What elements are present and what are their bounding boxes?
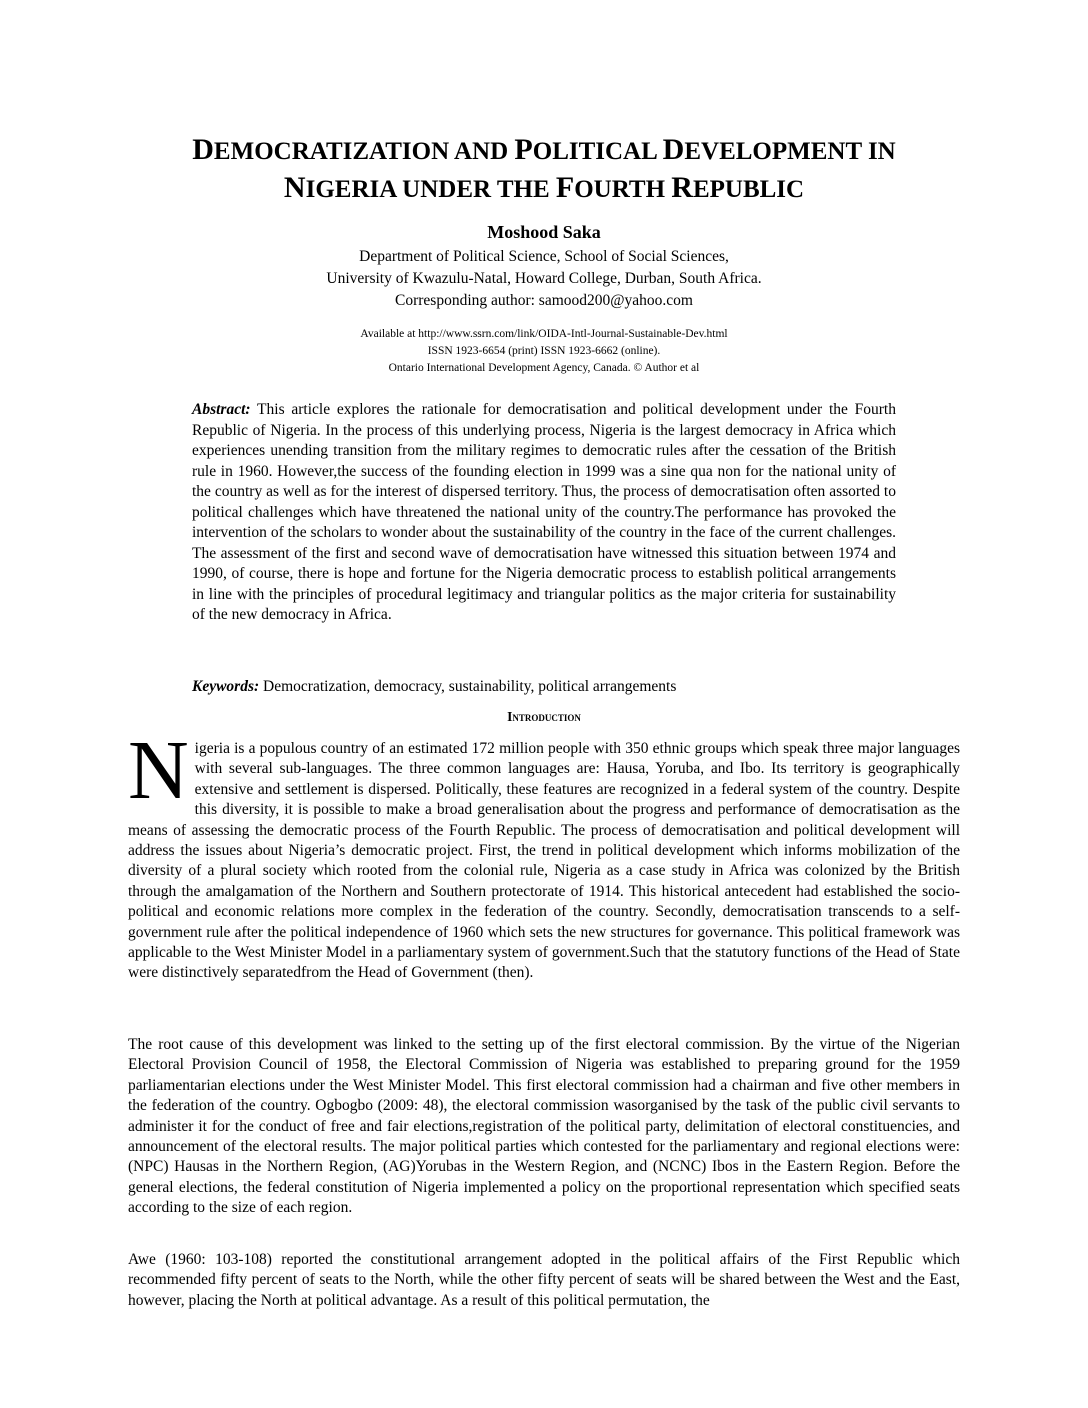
title-line-1	[120, 132, 968, 170]
keywords-text: Democratization, democracy, sustainability, political arrangements	[263, 678, 677, 695]
title-cap: D	[662, 133, 685, 166]
title-text: EVELOPMENT IN	[684, 138, 896, 165]
title-cap: F	[555, 171, 575, 204]
abstract-text: This article explores the rationale for democratisation and political development under the Fourth Republic of Nigeria. In the process of this underlying process, Nigeria is the largest democracy in Africa which experiences unending transition from the military regimes to democratic rules after the cessation of the British rule in 1960. However,the success of the founding election in 1999 was a sine qua non for the national unity of the country as well as for the interest of dispersed territory. Thus, the process of democratisation often assorted to political challenges which have threatened the national unity of the country.The performance has provoked the intervention of the scholars to wonder about the sustainability of the country in the face of the current challenges. The assessment of the first and second wave of democratisation have witnessed this situation between 1974 and 1990, of course, there is hope and fortune for the Nigeria democratic process to establish political arrangements in line with the principles of procedural legitimacy and triangular politics as the major criteria for sustainability of the new democracy in Africa.	[192, 401, 896, 623]
paragraph-text: igeria is a populous country of an estimated 172 million people with 350 ethnic groups which speak three major languages with several sub-languages. The three common languages are: Hausa, Yoruba, and Ibo. Its territory is geographically extensive and settlement is dispersed. Politically, these features are recognized in a federal system of the country. Despite this diversity, it is possible to make a broad generalisation about the progress and performance of democratisation as the means of assessing the democratic process of the Fourth Republic. The process of democratisation and political development will address the issues about Nigeria’s democratic project. First, the trend in political development which informs mobilization of the diversity of a plural society which rooted from the colonial rule, Nigeria as a case study in Africa was colonized by the British through the amalgamation of the Northern and Southern protectorate of 1914. This historical antecedent had established the socio-political and economic relations more complex in the federation of the country. Secondly, democratisation transcends to a self-government rule after the political independence of 1960 which sets the new structures for governance. This political framework was applicable to the West Minister Model in a parliamentary system of government.Such that the statutory functions of the Head of State were distinctively separatedfrom the Head of Government (then).	[128, 740, 960, 982]
body-paragraph	[128, 724, 960, 984]
availability-url: Available at http://www.ssrn.com/link/OIDA-Intl-Journal-Sustainable-Dev.html	[360, 328, 728, 340]
title-cap: P	[514, 133, 533, 166]
corresponding-author-email: Corresponding author: samood200@yahoo.com	[395, 292, 693, 309]
drop-cap: N	[128, 724, 189, 817]
title-line-2	[120, 170, 968, 208]
issn-line: ISSN 1923-6654 (print) ISSN 1923-6662 (online).	[427, 345, 661, 357]
publication-info	[120, 326, 968, 377]
abstract	[192, 400, 896, 626]
affiliation-line: University of Kwazulu-Natal, Howard College, Durban, South Africa.	[326, 270, 762, 287]
affiliation-line: Department of Political Science, School of Social Sciences,	[359, 248, 729, 265]
body-paragraph: The root cause of this development was linked to the setting up of the first electoral commission. By the virtue of the Nigerian Electoral Provision Council of 1958, the Electoral Commission of Nigeria was established to preparing ground for the 1959 parliamentarian elections under the West Minister Model. This first electoral commission had a chairman and five other members in the federation of the country. Ogbogbo (2009: 48), the electoral commission wasorganised by the task of the public civil servants to administer it for the conduct of free and fair elections,registration of the political party, delimitation of electoral constituencies, and announcement of the electoral results. The major political parties which contested for the parliamentary and regional elections were: (NPC) Hausas in the Northern Region, (AG)Yorubas in the Western Region, and (NCNC) Ibos in the Eastern Region. Before the general elections, the federal constitution of Nigeria implemented a policy on the proportional representation which specified seats according to the size of each region.	[128, 1036, 960, 1217]
section-heading-introduction: Introduction	[507, 709, 581, 724]
abstract-label: Abstract:	[192, 401, 251, 418]
publisher-line: Ontario International Development Agency, Canada. © Author et al	[388, 362, 700, 374]
keywords-label: Keywords:	[192, 678, 260, 695]
title-cap: N	[283, 171, 306, 204]
keywords	[192, 677, 896, 697]
author-name: Moshood Saka	[487, 222, 601, 242]
title-cap: R	[671, 171, 693, 204]
title-text: EPUBLIC	[692, 176, 805, 203]
title-text: OLITICAL	[532, 138, 663, 165]
body-paragraph: Awe (1960: 103-108) reported the constitutional arrangement adopted in the political affairs of the First Republic which recommended fifty percent of seats to the North, while the other fifty percent of seats will be shared between the West and the East, however, placing the North at political advantage. As a result of this political permutation, the	[128, 1251, 960, 1309]
author-affiliation	[120, 246, 968, 312]
title-text: EMOCRATIZATION AND	[213, 138, 515, 165]
title-cap: D	[192, 133, 214, 166]
paper-title	[120, 132, 968, 208]
title-text: OURTH	[574, 176, 672, 203]
title-text: IGERIA UNDER THE	[305, 176, 556, 203]
